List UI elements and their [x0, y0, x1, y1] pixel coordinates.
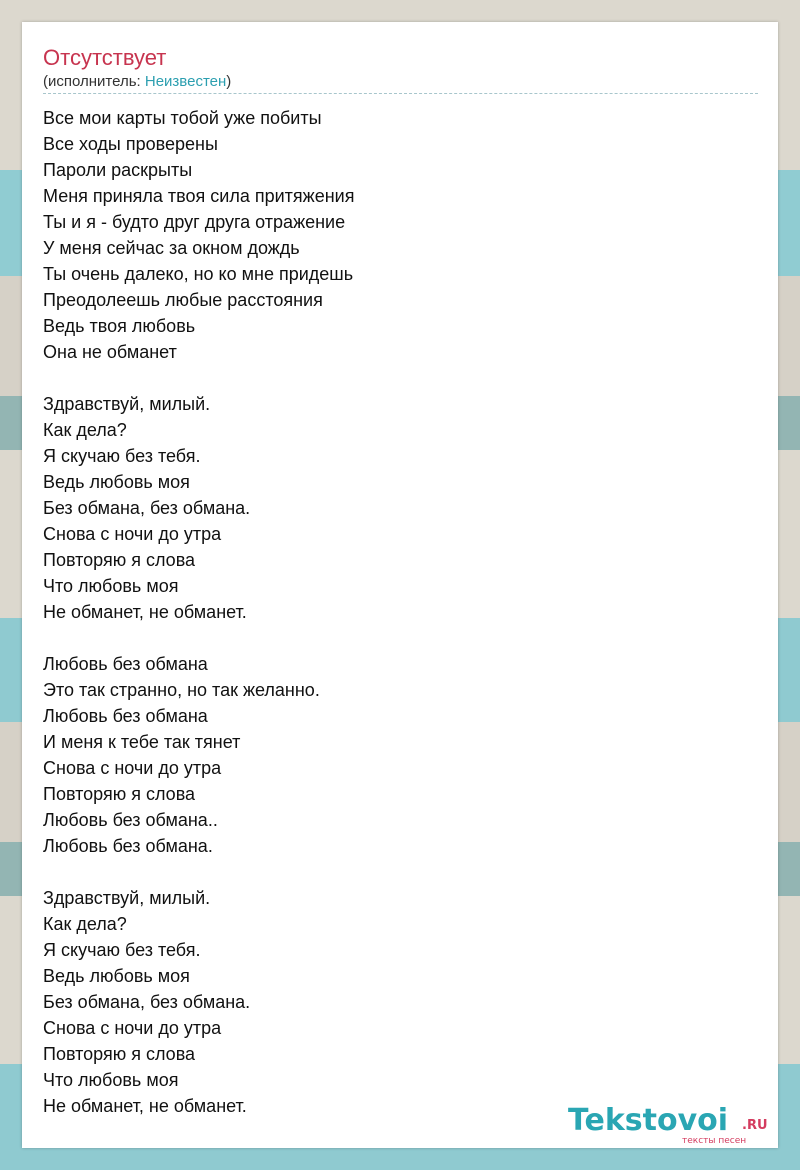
lyric-line: Все мои карты тобой уже побиты — [43, 108, 322, 128]
lyric-line: Ведь любовь моя — [43, 472, 190, 492]
lyric-line: Ты и я - будто друг друга отражение — [43, 212, 346, 232]
lyric-line: Что любовь моя — [43, 576, 179, 596]
lyric-line: Не обманет, не обманет. — [43, 602, 247, 622]
lyric-line: Без обмана, без обмана. — [43, 992, 251, 1012]
lyric-line: Любовь без обмана — [43, 706, 208, 726]
lyric-line: Любовь без обмана.. — [43, 810, 218, 830]
logo-tagline: тексты песен — [682, 1136, 747, 1146]
lyric-line: Я скучаю без тебя. — [43, 446, 201, 466]
lyric-line: Меня приняла твоя сила притяжения — [43, 186, 355, 206]
lyric-line: Снова с ночи до утра — [43, 758, 222, 778]
lyric-line: Снова с ночи до утра — [43, 1018, 222, 1038]
artist-suffix: ) — [226, 73, 232, 90]
lyric-line: Как дела? — [43, 914, 127, 934]
lyric-line: Все ходы проверены — [43, 134, 218, 154]
lyric-line: Здравствуй, милый. — [43, 394, 211, 414]
lyrics-text — [43, 105, 743, 1119]
lyric-line: Не обманет, не обманет. — [43, 1096, 247, 1116]
lyric-line: Здравствуй, милый. — [43, 888, 211, 908]
lyric-line — [43, 625, 743, 651]
artist-prefix: (исполнитель: — [43, 73, 145, 90]
lyric-line: Ведь любовь моя — [43, 966, 190, 986]
lyric-line — [43, 859, 743, 885]
artist-link[interactable]: Неизвестен — [144, 73, 227, 90]
lyric-line: Я скучаю без тебя. — [43, 940, 201, 960]
lyric-line: Ты очень далеко, но ко мне придешь — [43, 264, 354, 284]
site-logo[interactable] — [568, 1104, 778, 1144]
lyric-line: Как дела? — [43, 420, 127, 440]
logo-tld: .RU — [742, 1118, 768, 1133]
lyric-line: Любовь без обмана. — [43, 836, 213, 856]
lyric-line: Повторяю я слова — [43, 550, 196, 570]
lyric-line: Повторяю я слова — [43, 784, 196, 804]
lyric-line: Что любовь моя — [43, 1070, 179, 1090]
lyric-line: Без обмана, без обмана. — [43, 498, 251, 518]
song-title: Отсутствует — [43, 45, 167, 70]
lyric-line: И меня к тебе так тянет — [43, 732, 241, 752]
lyric-line: У меня сейчас за окном дождь — [43, 238, 300, 258]
artist-line — [43, 73, 231, 91]
lyric-line: Пароли раскрыты — [43, 160, 193, 180]
title-divider — [43, 93, 758, 94]
lyric-line: Ведь твоя любовь — [43, 316, 196, 336]
lyrics-card — [22, 22, 778, 1148]
lyric-line: Это так странно, но так желанно. — [43, 680, 320, 700]
lyric-line: Любовь без обмана — [43, 654, 208, 674]
lyric-line: Снова с ночи до утра — [43, 524, 222, 544]
lyric-line: Преодолеешь любые расстояния — [43, 290, 323, 310]
logo-wordmark: Tekstovoi — [568, 1103, 729, 1138]
lyric-line — [43, 365, 743, 391]
lyric-line: Она не обманет — [43, 342, 177, 362]
lyric-line: Повторяю я слова — [43, 1044, 196, 1064]
